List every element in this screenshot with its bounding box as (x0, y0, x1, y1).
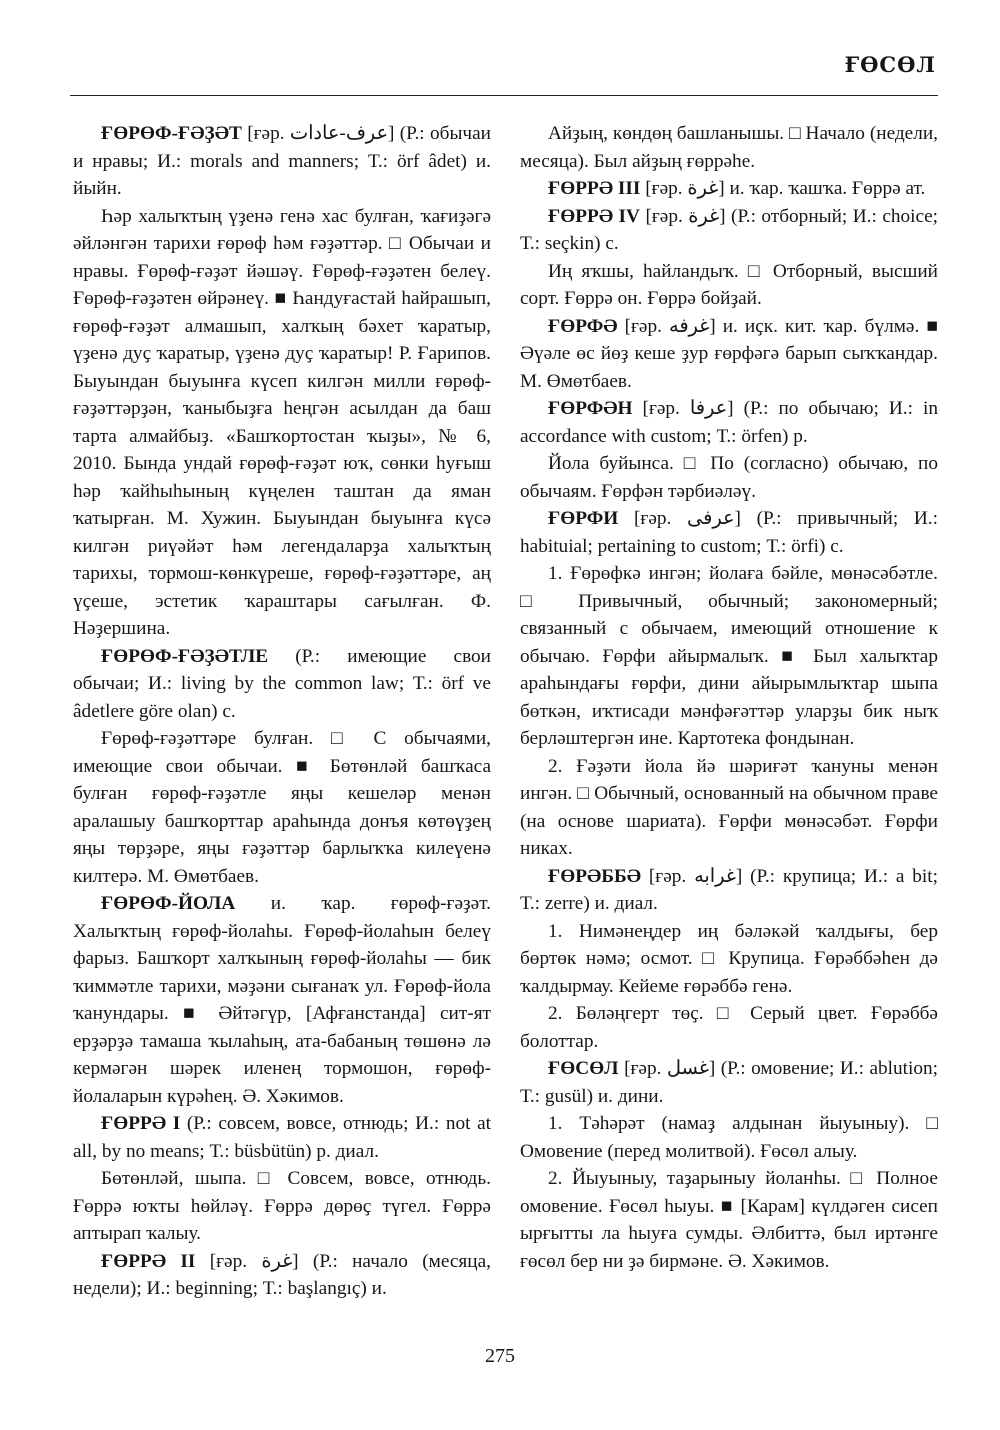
entry-definition (73, 203, 491, 643)
entry-text: Бөтөнләй, шыпа. □ Совсем, вовсе, отнюдь. Ғөррә юҡты һөйләү. Ғөррә дөрөҫ түгел. Ғөррә аптырап ҡалыу. (73, 1168, 491, 1244)
entry-gosol (520, 1055, 938, 1110)
entry-definition (520, 258, 938, 313)
entry-gorra-2 (73, 1248, 491, 1303)
entry-definition (73, 725, 491, 890)
headword: ҒӨРӨФ-ЙОЛА (101, 893, 236, 914)
entry-sense (520, 560, 938, 753)
headword: ҒӨРРӘ IV (548, 205, 640, 227)
entry-sense (520, 1000, 938, 1055)
entry-text: 2. Бөләңгерт төҫ. □ Серый цвет. Ғөрәббә болоттар. (520, 1003, 938, 1052)
entry-text: (Р.: имеющие свои обычаи; И.: living by the common law; Т.: örf ve âdetlere göre olan) с. (73, 645, 492, 722)
headword: ҒӨРФИ (548, 508, 619, 529)
entry-sense (520, 918, 938, 1001)
entry-sense (520, 1165, 938, 1275)
entry-text: Һәр халыҡтың үҙенә генә хас булған, ҡағиҙәгә әйләнгән тарихи ғөрөф һәм ғәҙәттәр. □ Обычаи и нравы. Ғөрөф-ғәҙәт йәшәү. Ғөрөф-ғәҙәтен белеү. Ғөрөф-ғәҙәтен өйрәнеү. ■ Һандуғастай һайрашып, ғөрөф-ғәҙәт алмашып, халҡың бәхет ҡаратыр, үҙенә дуҫ ҡаратыр, үҙенә дуҫ ҡаратыр! Р. Ғарипов. Быуындан быуынға күсеп килгән милли ғөрөф-ғәҙәттәрҙән, ҡаныбыҙға һеңгән асылдан да баш тарта алмайбыҙ. «Башҡортостан ҡыҙы», № 6, 2010. Бында ундай ғөрөф-ғәҙәт юҡ, сөнки һуғыш һәр ҡайһыһының күңелен таштан да яман ҡатырған. М. Хужин. Быуындан быуынға күсә килгән риүәйәт һәм легендаларҙа халыҡтың тарихы, тормош-көнкүреше, ғөрөф-ғәҙәттәре, аң үҫеше, эстетик ҡараштары сағылған. Ф. Нәҙершина. (73, 205, 491, 639)
entry-text: Йола буйынса. □ По (согласно) обычаю, по обычаям. Ғөрфән тәрбиәләү. (520, 453, 938, 502)
entry-text: Иң яҡшы, һайландыҡ. □ Отборный, высший сорт. Ғөррә он. Ғөррә бойҙай. (520, 260, 938, 309)
headword: ҒӨРӘББӘ (548, 865, 642, 887)
header-rule (70, 95, 938, 96)
headword: ҒӨРРӘ II (101, 1250, 196, 1272)
entry-gorof-yola (73, 890, 491, 1110)
entry-definition (520, 450, 938, 505)
entry-text: Ғөрөф-ғәҙәттәре булған. □ С обычаями, имеющие свои обычаи. ■ Бөтөнләй башҡаса булған ғөрөф-ғәҙәтле яңы кешеләр менән аралашыу башҡорттар араһында донъя көтөүҙең яңы төрҙәре, яңы ғәҙәттәр барлыҡҡа килеүенә килтерә. М. Өмөтбаев. (73, 728, 491, 887)
entry-text: 1. Нимәнеңдер иң бәләкәй ҡалдығы, бер бөртөк нәмә; осмот. □ Крупица. Ғөрәббәһен дә ҡалдырмау. Кейеме ғөрәббә генә. (520, 920, 938, 997)
entry-text: [ғәр. عرف-عادات] (Р.: обычаи и нравы; И.: morals and manners; Т.: örf âdet) и. йыйн. (73, 123, 491, 199)
headword: ҒӨРРӘ III (548, 178, 641, 199)
headword: ҒӨРӨФ-ҒӘҘӘТЛЕ (101, 645, 269, 667)
entry-gorfan (520, 395, 938, 450)
entry-text: и. ҡар. ғөрөф-ғәҙәт. Халыҡтың ғөрөф-йолаһы. Ғөрөф-йолаһын белеү фарыз. Башҡорт халҡының ғөрөф-йолаһы — бик ҡиммәтле тарихи, мәҙәни сығанаҡ ул. Ғөрөф-йола ҡанундары. ■ Әйтәгүр, [Афғанстанда] сит-ят ерҙәрҙә тамаша ҡылаһың, ата-бабаның төшөнә лә кермәгән шәрек иленең тормошон, ғөрөф-йолаларын күрәһең. Ә. Хәкимов. (73, 893, 491, 1107)
entry-text: [ғәр. غرابه] (Р.: крупица; И.: a bit; Т.: zerre) и. диал. (520, 865, 938, 914)
entry-text: 2. Йыуыныу, таҙарыныу йоланһы. □ Полное омовение. Ғөсөл һыуы. ■ [Карам] күлдәген сисеп ырғытты ла һыуға сумды. Әлбиттә, был иртәнге ғөсөл бер ни ҙә бирмәне. Ә. Хәкимов. (520, 1168, 938, 1272)
entry-text: [ғәр. غرفه] и. иҫк. кит. ҡар. бүлмә. ■ Әүәле өс йөҙ кеше ҙур ғөрфәгә барып сыҡҡандар. М. Өмөтбаев. (520, 315, 938, 392)
entry-text: [ғәр. غسل] (Р.: омовение; И.: ablution; Т.: gusül) и. дини. (520, 1058, 938, 1107)
entry-sense (520, 1110, 938, 1165)
entry-gorra-1 (73, 1110, 491, 1165)
headword: ҒӨРФӘ (548, 315, 618, 337)
right-column (520, 120, 938, 1275)
entry-gorfi (520, 505, 938, 560)
entry-definition (73, 1165, 491, 1248)
entry-sense (520, 753, 938, 863)
entry-text: [ғәр. غرة] (Р.: отборный; И.: choice; Т.: seçkin) с. (520, 205, 938, 254)
entry-definition (520, 120, 938, 175)
entry-text: Айҙың, көндөң башланышы. □ Начало (недели, месяца). Был айҙың ғөррәһе. (520, 123, 938, 172)
entry-gorra-3 (520, 175, 938, 203)
entry-gorfa (520, 313, 938, 396)
entry-text: [ғәр. غرة] и. ҡар. ҡашҡа. Ғөррә ат. (645, 178, 926, 199)
entry-text: [ғәр. غرة] (Р.: начало (месяца, недели); И.: beginning; Т.: başlangıç) и. (73, 1250, 491, 1299)
headword: ҒӨРРӘ I (101, 1113, 181, 1134)
headword: ҒӨСӨЛ (548, 1058, 619, 1079)
entry-text: [ғәр. عرفی] (Р.: привычный; И.: habituial; pertaining to custom; Т.: örfi) с. (520, 508, 938, 557)
entry-gorra-4 (520, 203, 938, 258)
entry-text: (Р.: совсем, вовсе, отнюдь; И.: not at all, by no means; Т.: büsbütün) р. диал. (73, 1113, 491, 1162)
running-head: ҒӨСӨЛ (844, 52, 936, 77)
page-number: 275 (485, 1345, 515, 1367)
headword: ҒӨРӨФ-ҒӘҘӘТ (101, 123, 242, 144)
entry-text: 2. Ғәҙәти йола йә шәриғәт ҡануны менән ингән. □ Обычный, основанный на обычном праве (на основе шариата). Ғөрфи мөнәсәбәт. Ғөрфи никах. (520, 755, 938, 859)
entry-text: 1. Ғөрөфкә ингән; йолаға бәйле, мөнәсәбәтле. □ Привычный, обычный; закономерный; связанный с обычаем, имеющий отношение к обычаю. Ғөрфи айырмалыҡ. ■ Был халыҡтар араһындағы ғөрфи, дини айырымлыҡтар шыпа бөткән, иҡтисади мәнфәғәттәр уларҙы бик ныҡ берләштергән ине. Картотека фондынан. (520, 563, 938, 749)
entry-text: [ғәр. عرفا] (Р.: по обычаю; И.: in accordance with custom; Т.: örfen) р. (520, 398, 938, 447)
headword: ҒӨРФӘН (548, 398, 633, 419)
entry-gorof-gazatle (73, 643, 491, 726)
entry-gorof-gazat (73, 120, 491, 203)
left-column (73, 120, 491, 1303)
entry-text: 1. Тәһәрәт (намаҙ алдынан йыуыныу). □ Омовение (перед молитвой). Ғөсөл алыу. (520, 1113, 938, 1162)
entry-gorabba (520, 863, 938, 918)
